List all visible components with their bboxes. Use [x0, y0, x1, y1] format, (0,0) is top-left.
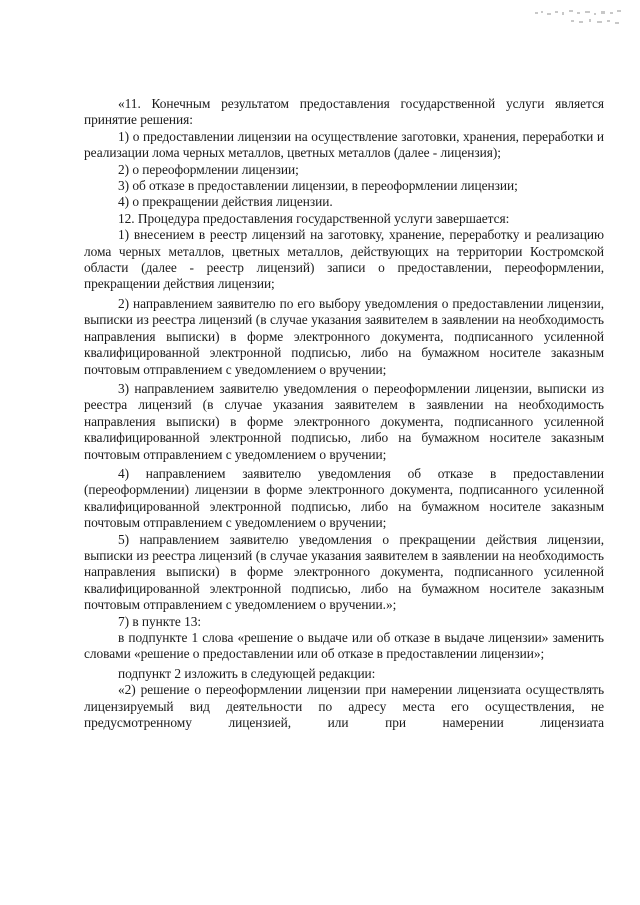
paragraph-item-12: 12. Процедура предоставления государственной услуги завершается:: [118, 210, 510, 226]
paragraph-12-2: 2) направлением заявителю по его выбору уведомления о предоставлении лицензии, выписки из реестра лицензий (в случае указания заявителем в заявлении на необходимость направления выписки) в форме электронного документа, подписанного усиленной квалифицированной электронной подписью, либо на бумажном носителе заказным почтовым отправлением с уведомлением о вручении;: [84, 295, 604, 377]
paragraph-11-2: 2) о переоформлении лицензии;: [118, 161, 299, 177]
paragraph-item-7: 7) в пункте 13:: [118, 613, 202, 629]
paragraph-subitem-1: в подпункте 1 слова «решение о выдаче или об отказе в выдаче лицензии» заменить словами «решение о предоставлении или об отказе в предоставлении лицензии»;: [84, 630, 604, 662]
paragraph-11-4: 4) о прекращении действия лицензии.: [118, 194, 333, 210]
paragraph-item-11: «11. Конечным результатом предоставления государственной услуги является принятие решения:: [84, 96, 604, 128]
paragraph-12-3: 3) направлением заявителю уведомления о переоформлении лицензии, выписки из реестра лицензий (в случае указания заявителем в заявлении на необходимость направления выписки) в форме электронного документа, подписанного усиленной квалифицированной электронной подписью, либо на бумажном носителе заказным почтовым отправлением с уведомлением о вручении;: [84, 380, 604, 462]
paragraph-12-1: 1) внесением в реестр лицензий на заготовку, хранение, переработку и реализацию лома черных металлов, цветных металлов, действующих на территории Костромской области (далее - реестр лицензий) записи о предоставлении, переоформлении, прекращении действия лицензии;: [84, 227, 604, 292]
paragraph-11-1: 1) о предоставлении лицензии на осуществление заготовки, хранения, переработки и реализации лома черных металлов, цветных металлов (далее - лицензия);: [84, 128, 604, 161]
document-body: [84, 96, 604, 731]
paragraph-subitem-2: подпункт 2 изложить в следующей редакции:: [118, 665, 376, 681]
paragraph-12-4: 4) направлением заявителю уведомления об отказе в предоставлении (переоформлении) лицензии в форме электронного документа, подписанного усиленной квалифицированной электронной подписью, либо на бумажном носителе заказным почтовым отправлением с уведомлением о вручении;: [84, 465, 604, 531]
scan-artifact-stamp: [531, 6, 626, 32]
paragraph-11-3: 3) об отказе в предоставлении лицензии, в переоформлении лицензии;: [118, 178, 518, 194]
paragraph-new-subitem-2: «2) решение о переоформлении лицензии при намерении лицензиата осуществлять лицензируемый вид деятельности по адресу места его осуществления, не предусмотренному лицензией, или при намерении лицензиата: [84, 682, 604, 731]
paragraph-12-5: 5) направлением заявителю уведомления о прекращении действия лицензии, выписки из реестра лицензий (в случае указания заявителем в заявлении на необходимость направления выписки) в форме электронного документа, подписанного усиленной квалифицированной электронной подписью, либо на бумажном носителе заказным почтовым отправлением с уведомлением о вручении.»;: [84, 531, 604, 613]
